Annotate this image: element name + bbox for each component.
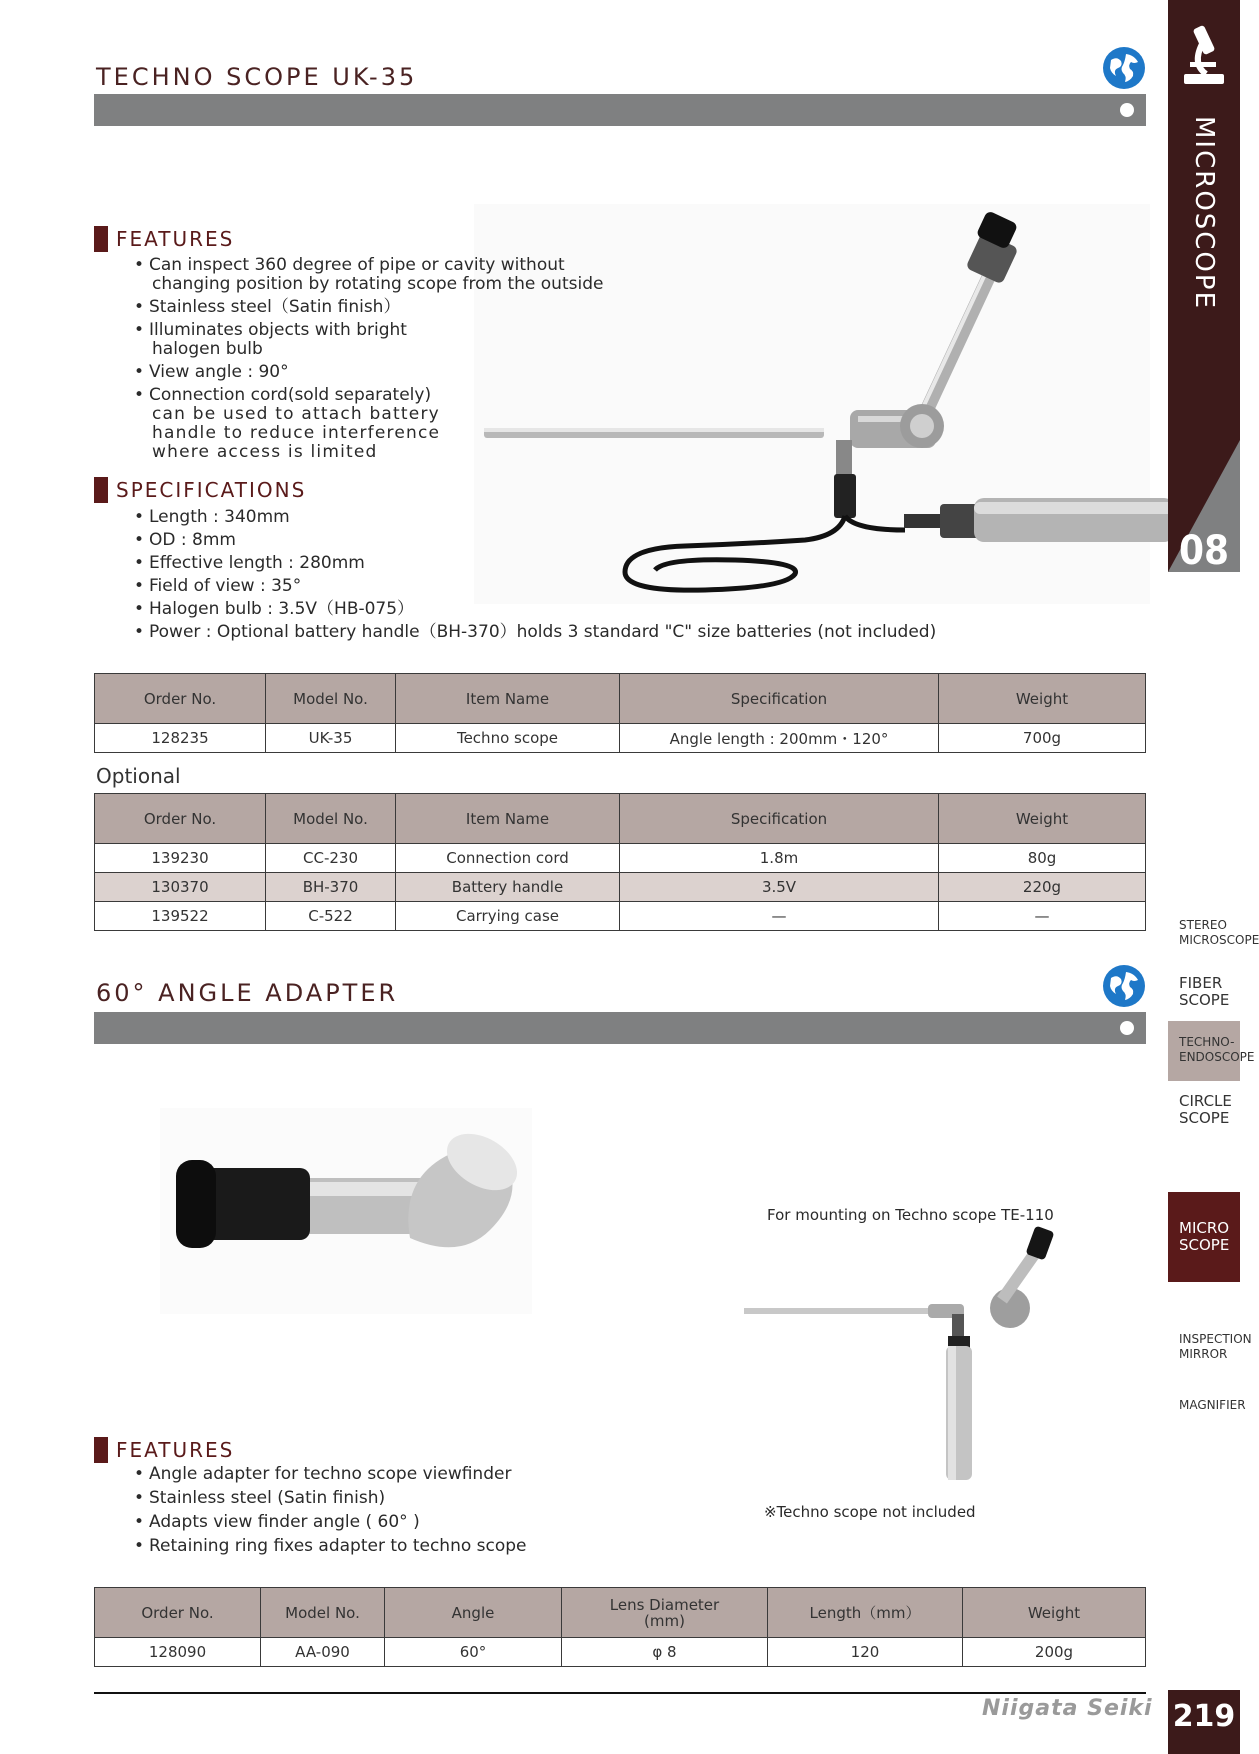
cell-weight: 80g	[939, 844, 1146, 873]
microscope-icon	[1176, 22, 1232, 86]
bullet-dot	[1120, 103, 1134, 117]
product2-title-bar	[94, 1012, 1146, 1044]
cell-model-no: BH-370	[266, 873, 396, 902]
feature-item: • Stainless steel（Satin finish）	[134, 298, 634, 317]
cell-item-name: Connection cord	[396, 844, 620, 873]
cell-length: 120	[768, 1638, 963, 1667]
footer-rule	[94, 1692, 1146, 1694]
spec-item: • Halogen bulb : 3.5V（HB-075）	[134, 600, 1084, 619]
cell-weight: 700g	[939, 724, 1146, 753]
cell-specification: 1.8m	[620, 844, 939, 873]
scope-not-included-note: ※Techno scope not included	[764, 1503, 976, 1521]
feature-item: • Illuminates objects with bright	[134, 321, 634, 340]
table-row	[95, 902, 1146, 931]
product1-title-bar	[94, 94, 1146, 126]
brand-logo: Niigata Seiki	[982, 1696, 1153, 1721]
feature-item-cont: where access is limited	[152, 442, 378, 462]
page-number: 219	[1168, 1690, 1240, 1754]
globe-icon	[1102, 964, 1146, 1008]
cell-weight: —	[939, 902, 1146, 931]
feature-item-cont: halogen bulb	[152, 339, 263, 359]
feature-item: • Connection cord(sold separately)	[134, 386, 634, 405]
cell-item-name: Battery handle	[396, 873, 620, 902]
nav-stereo-microscope[interactable]: STEREO MICROSCOPE	[1179, 918, 1259, 947]
cell-model-no: UK-35	[266, 724, 396, 753]
cell-item-name: Carrying case	[396, 902, 620, 931]
chapter-number: 08	[1178, 528, 1230, 574]
globe-icon	[1102, 46, 1146, 90]
nav-circle-scope[interactable]: CIRCLE SCOPE	[1179, 1092, 1232, 1127]
col-angle: Angle	[385, 1588, 562, 1638]
bullet-dot	[1120, 1021, 1134, 1035]
feature-item: • Retaining ring fixes adapter to techno scope	[134, 1537, 634, 1556]
nav-fiber-scope[interactable]: FIBER SCOPE	[1179, 974, 1230, 1009]
col-weight: Weight	[963, 1588, 1146, 1638]
spec-item: • Effective length : 280mm	[134, 554, 1084, 573]
features-heading: FEATURES	[94, 1437, 234, 1463]
mount-caption: For mounting on Techno scope TE-110	[767, 1206, 1054, 1224]
techno-scope-te110-image	[740, 1228, 1070, 1482]
cell-item-name: Techno scope	[396, 724, 620, 753]
col-specification: Specification	[620, 794, 939, 844]
angle-adapter-image	[160, 1108, 532, 1314]
cell-specification: Angle length : 200mm・120°	[620, 724, 939, 753]
cell-angle: 60°	[385, 1638, 562, 1667]
col-order-no: Order No.	[95, 1588, 261, 1638]
cell-lens-diameter: φ 8	[562, 1638, 768, 1667]
cell-model-no: AA-090	[261, 1638, 385, 1667]
product2-order-table	[94, 1587, 1146, 1667]
cell-model-no: CC-230	[266, 844, 396, 873]
feature-item: • Stainless steel (Satin finish)	[134, 1489, 634, 1508]
table-row	[95, 873, 1146, 902]
col-weight: Weight	[939, 674, 1146, 724]
feature-item-cont: handle to reduce interference	[152, 423, 441, 443]
product2-feature-list	[134, 1465, 634, 1560]
cell-model-no: C-522	[266, 902, 396, 931]
feature-item: • Can inspect 360 degree of pipe or cavity without	[134, 256, 634, 275]
nav-magnifier[interactable]: MAGNIFIER	[1179, 1398, 1246, 1412]
table-row	[95, 1638, 1146, 1667]
cell-order-no: 128235	[95, 724, 266, 753]
feature-item: • Adapts view finder angle ( 60° )	[134, 1513, 634, 1532]
feature-item: • View angle : 90°	[134, 363, 634, 382]
cell-order-no: 139230	[95, 844, 266, 873]
nav-techno-endoscope[interactable]: TECHNO- ENDOSCOPE	[1168, 1021, 1240, 1081]
col-length: Length（mm）	[768, 1588, 963, 1638]
cell-specification: —	[620, 902, 939, 931]
table-header-row	[95, 794, 1146, 844]
cell-specification: 3.5V	[620, 873, 939, 902]
feature-item: • Angle adapter for techno scope viewfinder	[134, 1465, 634, 1484]
col-item-name: Item Name	[396, 794, 620, 844]
col-model-no: Model No.	[266, 674, 396, 724]
spec-item: • Power : Optional battery handle（BH-370）holds 3 standard "C" size batteries (not included)	[134, 623, 1084, 642]
col-model-no: Model No.	[261, 1588, 385, 1638]
table-row	[95, 844, 1146, 873]
table-row	[95, 724, 1146, 753]
nav-inspection-mirror[interactable]: INSPECTION MIRROR	[1179, 1332, 1252, 1361]
col-item-name: Item Name	[396, 674, 620, 724]
specifications-heading: SPECIFICATIONS	[94, 477, 306, 503]
col-order-no: Order No.	[95, 674, 266, 724]
col-model-no: Model No.	[266, 794, 396, 844]
product1-spec-list	[134, 508, 1084, 646]
table-header-row	[95, 674, 1146, 724]
feature-item-cont: changing position by rotating scope from the outside	[152, 274, 604, 294]
cell-order-no: 130370	[95, 873, 266, 902]
col-weight: Weight	[939, 794, 1146, 844]
product2-title: 60° ANGLE ADAPTER	[96, 979, 399, 1007]
cell-weight: 200g	[963, 1638, 1146, 1667]
table-header-row	[95, 1588, 1146, 1638]
spec-item: • OD : 8mm	[134, 531, 1084, 550]
product1-order-table	[94, 673, 1146, 753]
product1-title: TECHNO SCOPE UK-35	[96, 63, 418, 91]
features-heading: FEATURES	[94, 226, 234, 252]
cell-order-no: 128090	[95, 1638, 261, 1667]
feature-item-cont: can be used to attach battery	[152, 404, 440, 424]
cell-weight: 220g	[939, 873, 1146, 902]
optional-label: Optional	[96, 764, 181, 788]
nav-micro-scope[interactable]: MICRO SCOPE	[1168, 1192, 1240, 1282]
col-specification: Specification	[620, 674, 939, 724]
category-label: MICROSCOPE	[1189, 115, 1219, 311]
col-order-no: Order No.	[95, 794, 266, 844]
product1-optional-table	[94, 793, 1146, 931]
spec-item: • Length : 340mm	[134, 508, 1084, 527]
spec-item: • Field of view : 35°	[134, 577, 1084, 596]
col-lens-diameter: Lens Diameter (mm)	[562, 1588, 768, 1638]
cell-order-no: 139522	[95, 902, 266, 931]
product1-feature-list	[134, 256, 634, 466]
